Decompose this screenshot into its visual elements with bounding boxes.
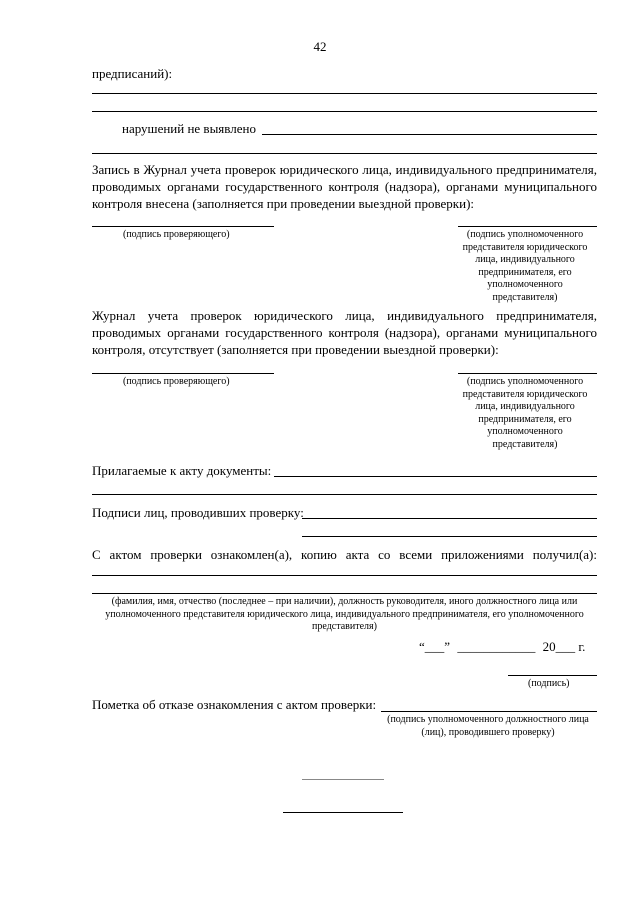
inspectors-signatures-label: Подписи лиц, проводивших проверку: [92,505,304,520]
separator-line [283,812,403,813]
attached-docs-line [274,476,597,477]
acquainted-caption: (фамилия, имя, отчество (последнее – при наличии), должность руководителя, иного должностного лица или уполномоченного представителя юридического лица, индивидуального предпринимателя, его уполномоченного представителя) [105,596,584,632]
date-day-blank: ___ [424,639,445,654]
violations-end-text: предписаний): [92,66,173,81]
page-number: 42 [313,39,327,54]
date-month-blank: ____________ [457,639,536,654]
blank-line [92,494,597,495]
attached-docs-label: Прилагаемые к акту документы: [92,463,272,478]
acquainted-text: С актом проверки ознакомлен(а), копию акта со всеми приложениями получил(а): [92,547,597,562]
refusal-line [381,711,597,712]
date-close-quote: ” [444,639,451,654]
blank-line [92,111,597,112]
representative-signature-caption: (подпись уполномоченного представителя юридического лица, индивидуального предпринимателя, его уполномоченного представителя) [462,229,588,303]
no-violations-label: нарушений не выявлено [122,121,256,136]
refusal-caption: (подпись уполномоченного должностного лица (лиц), проводившего проверку) [387,714,589,738]
blank-line [92,93,597,94]
representative-signature-line [458,226,597,227]
inspector-signature-caption: (подпись проверяющего) [123,229,230,240]
inspector-signature-caption: (подпись проверяющего) [123,376,230,387]
refusal-label: Пометка об отказе ознакомления с актом проверки: [92,697,377,712]
acquainted-name-line [92,593,597,594]
date-year-blank: ___ [555,639,576,654]
no-violations-line [262,134,597,135]
representative-signature-caption: (подпись уполномоченного представителя юридического лица, индивидуального предпринимателя, его уполномоченного представителя) [462,376,588,450]
inspectors-signatures-line [302,518,597,519]
date-line [419,638,585,655]
date-year-prefix: 20 [542,639,556,654]
blank-line [92,575,597,576]
journal-absent-paragraph: Журнал учета проверок юридического лица, индивидуального предпринимателя, проводимых органами государственного контроля (надзора), органами муниципального контроля, отсутствует (заполняется при проведении выездной проверки): [92,308,597,357]
date-open-quote: “ [419,639,425,654]
inspectors-signatures-line [302,536,597,537]
blank-line [92,153,597,154]
signature-line [508,675,597,676]
separator-line [302,779,384,780]
inspector-signature-line [92,373,274,374]
date-year-suffix: г. [578,639,586,654]
signature-caption: (подпись) [528,678,570,689]
journal-entry-paragraph: Запись в Журнал учета проверок юридического лица, индивидуального предпринимателя, проводимых органами государственного контроля (надзора), органами муниципального контроля внесена (заполняется при проведении выездной проверки): [92,162,597,211]
inspector-signature-line [92,226,274,227]
representative-signature-line [458,373,597,374]
